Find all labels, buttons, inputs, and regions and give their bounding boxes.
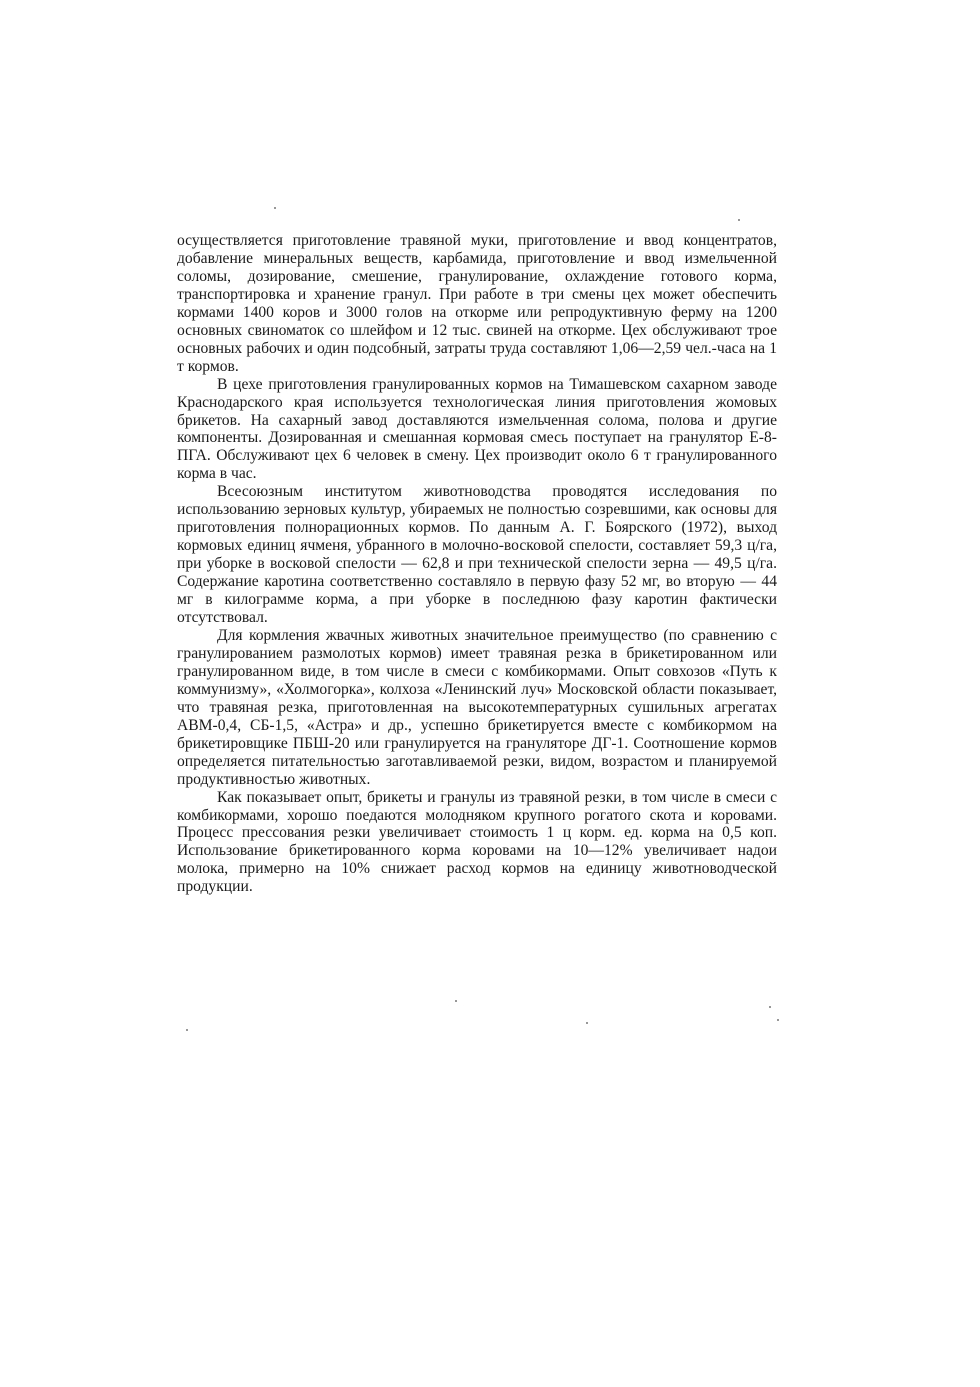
scan-speck: [738, 219, 740, 221]
scan-speck: [777, 1019, 779, 1021]
scan-speck: [455, 1000, 457, 1002]
scan-speck: [586, 1022, 588, 1024]
scan-speck: [769, 1006, 771, 1008]
paragraph-5: Как показывает опыт, брикеты и гранулы из травяной резки, в том числе в смеси с комбикормами, хорошо поедаются молодняком крупного рогатого скота и коровами. Процесс прессования резки увеличивает стоимость 1 ц корм. ед. корма на 0,5 коп. Использование брикетированного корма коровами на 10—12% увеличивает надои молока, примерно на 10% снижает расход кормов на единицу животноводческой продукции.: [177, 788, 777, 896]
scan-speck: [274, 207, 276, 209]
paragraph-1: осуществляется приготовление травяной муки, приготовление и ввод концентратов, добавление минеральных веществ, карбамида, приготовление и ввод измельченной соломы, дозирование, смешение, гранулирование, охлаждение готового корма, транспортировка и хранение гранул. При работе в три смены цех может обеспечить кормами 1400 коров и 3000 голов на откорме или репродуктивную ферму на 1200 основных свиноматок со шлейфом и 12 тыс. свиней на откорме. Цех обслуживают трое основных рабочих и один подсобный, затраты труда составляют 1,06—2,59 чел.-часа на 1 т кормов.: [177, 232, 777, 375]
paragraph-2: В цехе приготовления гранулированных кормов на Тимашевском сахарном заводе Краснодарского края используется технологическая линия приготовления жомовых брикетов. На сахарный завод доставляются измельченная солома, полова и другие компоненты. Дозированная и смешанная кормовая смесь поступает на гранулятор Е-8-ПГА. Обслуживают цех 6 человек в смену. Цех производит около 6 т гранулированного корма в час.: [177, 375, 777, 483]
scan-speck: [186, 1029, 188, 1031]
body-text: [177, 232, 777, 896]
paragraph-3: Всесоюзным институтом животноводства проводятся исследования по использованию зерновых культур, убираемых не полностью созревшими, как основы для приготовления полнорационных кормов. По данным А. Г. Боярского (1972), выход кормовых единиц ячменя, убранного в молочно-восковой спелости, составляет 59,3 ц/га, при уборке в восковой спелости — 62,8 и при технической спелости зерна — 49,5 ц/га. Содержание каротина соответственно составляло в первую фазу 52 мг, во вторую — 44 мг в килограмме корма, а при уборке в последнюю фазу каротин фактически отсутствовал.: [177, 483, 777, 627]
paragraph-4: Для кормления жвачных животных значительное преимущество (по сравнению с гранулированием размолотых кормов) имеет травяная резка в брикетированном или гранулированном виде, в том числе в смеси с комбикормами. Опыт совхозов «Путь к коммунизму», «Холмогорка», колхоза «Ленинский луч» Московской области показывает, что травяная резка, приготовленная на высокотемпературных сушильных агрегатах АВМ-0,4, СБ-1,5, «Астра» и др., успешно брикетируется вместе с комбикормом на брикетировщике ПБШ-20 или гранулируется на грануляторе ДГ-1. Соотношение кормов определяется питательностью заготавливаемой резки, видом, возрастом и планируемой продуктивностью животных.: [177, 626, 777, 788]
